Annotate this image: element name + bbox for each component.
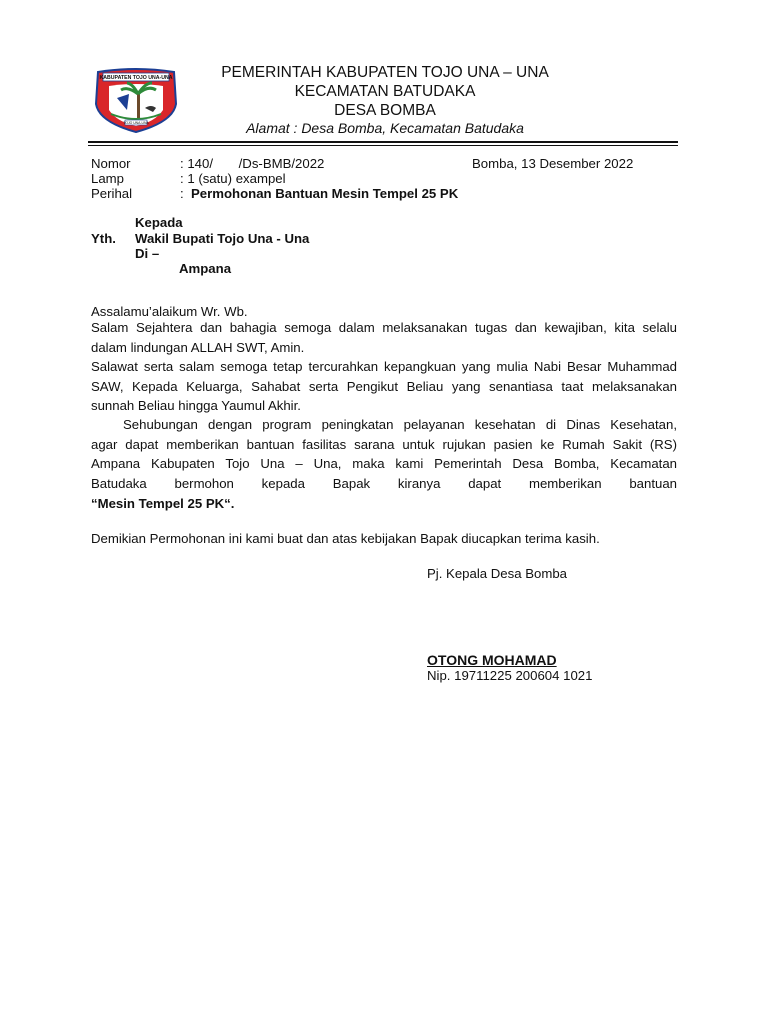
paragraph-1 xyxy=(91,318,677,357)
recipient-yth: Yth. xyxy=(91,231,116,246)
paragraph-2 xyxy=(91,357,677,416)
paragraph-3-line-bold: “Mesin Tempel 25 PK“. xyxy=(91,495,235,511)
logo-motto: TOJO UNA-UNA xyxy=(123,121,149,125)
paragraph-3-line: Sehubungan dengan program peningkatan pelayanan kesehatan di Dinas Kesehatan, xyxy=(123,417,677,432)
nomor-value: : 140/ /Ds-BMB/2022 xyxy=(180,156,325,171)
perihal-value: Permohonan Bantuan Mesin Tempel 25 PK xyxy=(191,186,459,201)
recipient-name: Wakil Bupati Tojo Una - Una xyxy=(135,231,310,246)
recipient-kepada: Kepada xyxy=(135,215,183,230)
paragraph-3 xyxy=(91,415,677,514)
nomor-label: Nomor xyxy=(91,156,131,171)
letterhead-divider-thick xyxy=(88,141,678,143)
signature-title: Pj. Kepala Desa Bomba xyxy=(427,566,568,581)
paragraph-2-line: sunnah Beliau hingga Yaumul Akhir. xyxy=(91,398,301,414)
logo-text: KABUPATEN TOJO UNA-UNA xyxy=(99,75,173,82)
regency-emblem-logo xyxy=(93,64,179,134)
letterhead-district: KECAMATAN BATUDAKA xyxy=(294,83,476,100)
paragraph-2-line: Salawat serta salam semoga tetap tercurahkan kepangkuan yang mulia Nabi Besar Muhammad xyxy=(91,359,677,374)
perihal-colon: : xyxy=(180,186,184,201)
letterhead-divider-thin xyxy=(88,145,678,146)
paragraph-1-line: Salam Sejahtera dan bahagia semoga dalam melaksanakan tugas dan kewajiban, kita selalu xyxy=(91,320,677,335)
greeting: Assalamu’alaikum Wr. Wb. xyxy=(91,304,248,319)
paragraph-2-line: SAW, Kepada Keluarga, Sahabat serta Pengikut Beliau yang senantiasa taat melaksanakan xyxy=(91,378,677,394)
paragraph-3-line: agar dapat memberikan bantuan fasilitas sarana untuk rujukan pasien ke Rumah Sakit (RS) xyxy=(91,436,677,452)
letterhead-government: PEMERINTAH KABUPATEN TOJO UNA – UNA xyxy=(221,64,549,81)
paragraph-3-line: Ampana Kabupaten Tojo Una – Una, maka kami Pemerintah Desa Bomba, Kecamatan xyxy=(91,456,677,472)
recipient-di: Di – xyxy=(135,246,160,261)
closing: Demikian Permohonan ini kami buat dan atas kebijakan Bapak diucapkan terima kasih. xyxy=(91,531,600,546)
letterhead-address: Alamat : Desa Bomba, Kecamatan Batudaka xyxy=(246,120,524,136)
signature-nip: Nip. 19711225 200604 1021 xyxy=(427,668,593,683)
letter-date: Bomba, 13 Desember 2022 xyxy=(472,156,634,171)
recipient-place: Ampana xyxy=(179,261,232,276)
lamp-value: : 1 (satu) exampel xyxy=(180,171,286,186)
signature-name: OTONG MOHAMAD xyxy=(427,652,557,668)
letterhead-village: DESA BOMBA xyxy=(334,102,436,119)
paragraph-3-line: Batudaka bermohon kepada Bapak kiranya dapat memberikan bantuan xyxy=(91,476,677,492)
perihal-label: Perihal xyxy=(91,186,133,201)
paragraph-1-line: dalam lindungan ALLAH SWT, Amin. xyxy=(91,339,305,355)
lamp-label: Lamp xyxy=(91,171,124,186)
